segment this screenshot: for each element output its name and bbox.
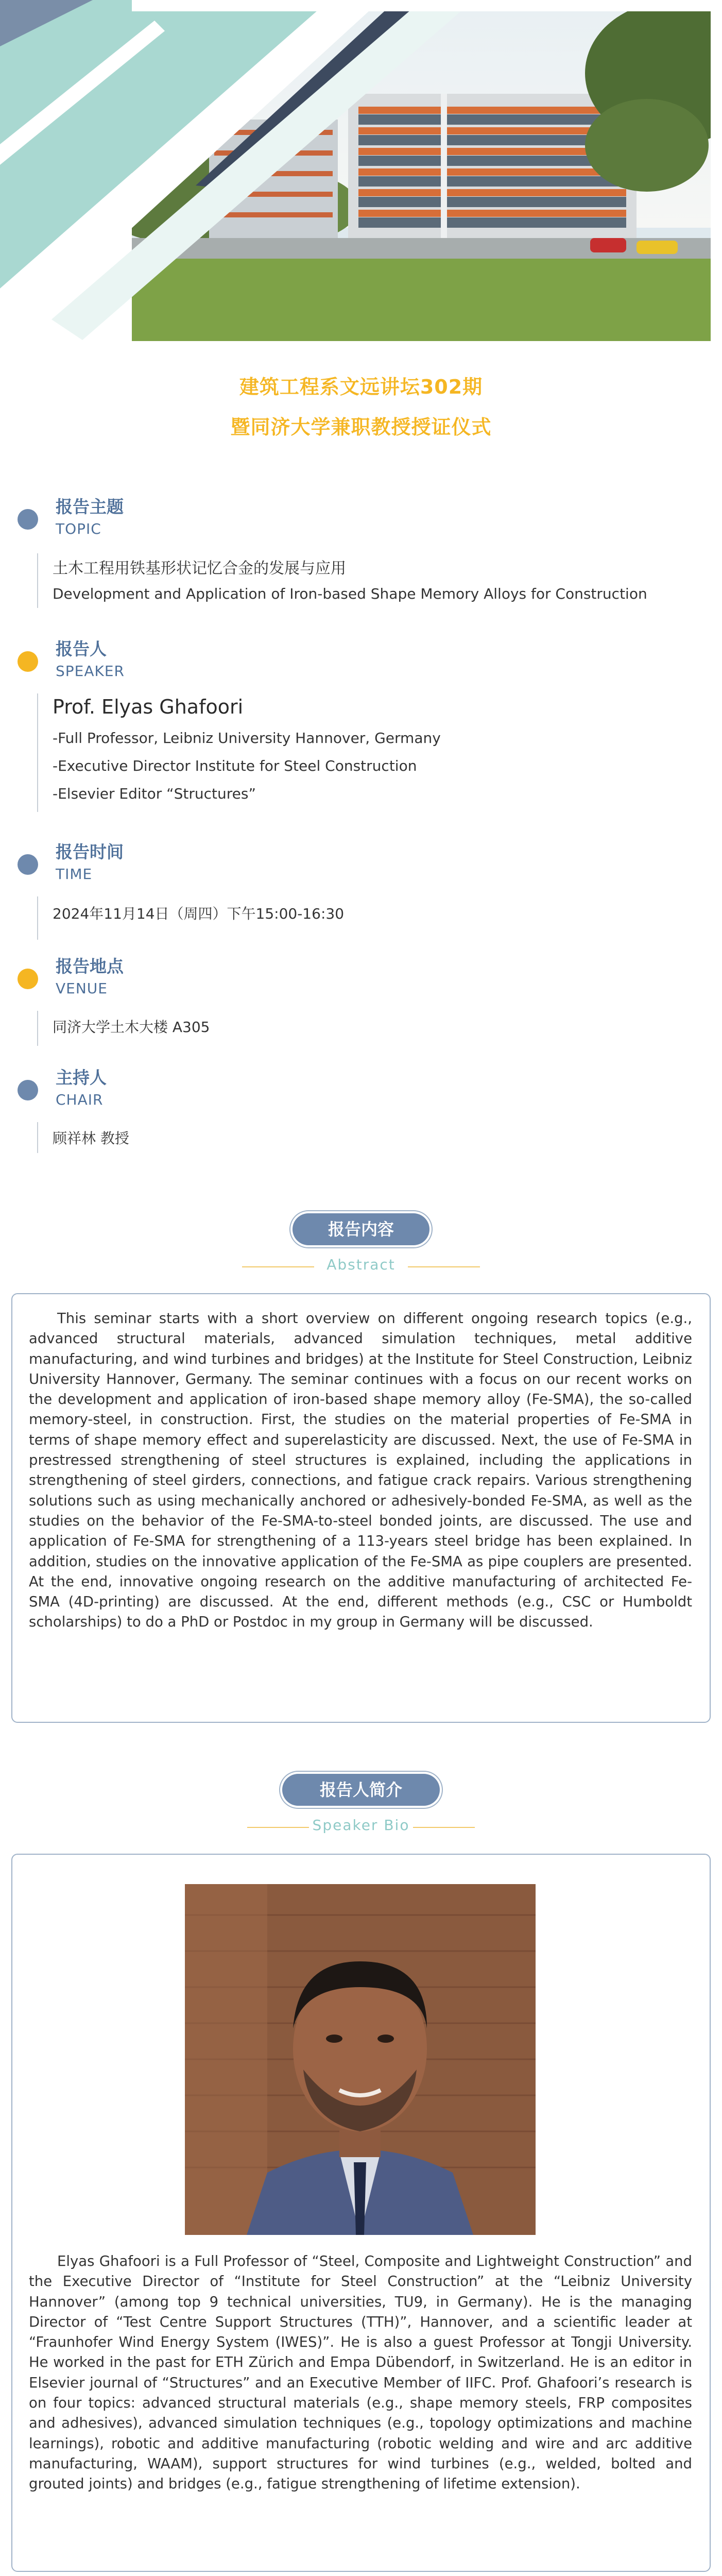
header-decoration — [0, 0, 722, 361]
venue-dot-icon — [18, 969, 38, 989]
venue-value: 同济大学土木大楼 A305 — [53, 1019, 210, 1036]
speaker-dot-icon — [18, 651, 38, 672]
speaker-role-3: -Elsevier Editor “Structures” — [53, 785, 256, 802]
venue-divider — [37, 1011, 38, 1046]
topic-label-cn: 报告主题 — [56, 497, 124, 517]
title-line-1: 建筑工程系文远讲坛302期 — [239, 376, 483, 398]
chair-label-cn: 主持人 — [56, 1067, 107, 1088]
topic-dot-icon — [18, 509, 38, 530]
bio-line-right — [413, 1827, 475, 1828]
chair-dot-icon — [18, 1080, 38, 1100]
bio-line-left — [247, 1827, 309, 1828]
abstract-subtitle: Abstract — [326, 1256, 396, 1273]
bio-tab: 报告人简介 — [282, 1774, 440, 1806]
time-divider — [37, 896, 38, 940]
topic-title-cn: 土木工程用铁基形状记忆合金的发展与应用 — [53, 560, 346, 578]
speaker-portrait — [185, 1884, 536, 2235]
time-label-cn: 报告时间 — [56, 842, 124, 862]
speaker-role-1: -Full Professor, Leibniz University Hannover, Germany — [53, 730, 441, 747]
time-value: 2024年11月14日（周四）下午15:00-16:30 — [53, 905, 345, 922]
title-line-2: 暨同济大学兼职教授授证仪式 — [230, 416, 492, 438]
time-label-en: TIME — [56, 866, 93, 883]
abstract-line-left — [242, 1266, 314, 1267]
chair-value: 顾祥林 教授 — [53, 1130, 129, 1147]
time-dot-icon — [18, 854, 38, 875]
venue-label-cn: 报告地点 — [56, 956, 124, 976]
speaker-label-en: SPEAKER — [56, 663, 125, 680]
bio-text: Elyas Ghafoori is a Full Professor of “Steel, Composite and Lightweight Construction” and the Executive Director of “Institute for Steel Construction” at the “Leibniz University Hannover” (among top 9 technical universities, TU9, in Germany). He is the managing Director of “Test Centre Support Structures (TTH)”, Hannover, and a scientific leader at “Fraunhofer Wind Energy System (IWES)”. He is also a guest Professor at Tongji University. He worked in the past for ETH Zürich and Empa Dübendorf, in Switzerland. He is an editor in Elsevier journal of “Structures” and an Executive Member of IIFC. Prof. Ghafoori’s research is on four topics: advanced structural materials (e.g., shape memory steels, FRP composites and adhesives), advanced simulation techniques (e.g., topology optimizations and machine learnings), robotic and additive manufacturing (robotic welding and wire and arc additive manufacturing, WAAM), support structures for wind turbines (e.g., welded, bolted and grouted joints) and bridges (e.g., fatigue strengthening of lifetime extension). — [29, 2253, 692, 2493]
speaker-role-2: -Executive Director Institute for Steel Construction — [53, 757, 417, 774]
chair-divider — [37, 1122, 38, 1153]
abstract-tab: 报告内容 — [293, 1213, 429, 1245]
topic-label-en: TOPIC — [56, 520, 101, 537]
chair-label-en: CHAIR — [56, 1091, 104, 1108]
speaker-name: Prof. Elyas Ghafoori — [53, 696, 244, 718]
topic-title-en: Development and Application of Iron-based Shape Memory Alloys for Construction — [53, 585, 647, 602]
venue-label-en: VENUE — [56, 980, 108, 997]
speaker-label-cn: 报告人 — [56, 639, 107, 659]
abstract-text: This seminar starts with a short overview on different ongoing research topics (e.g., advanced structural materials, advanced simulation techniques, metal additive manufacturing, and wind turbines and bridges) at the Institute for Steel Construction, Leibniz University Hannover, Germany. The seminar continues with a focus on our recent works on the development and application of iron-based shape memory alloy (Fe-SMA), the so-called memory-steel, in construction. First, the studies on the material properties of Fe-SMA in terms of shape memory effect and superelasticity are discussed. Next, the use of Fe-SMA in prestressed strengthening of steel structures is explained, including the applications in strengthening of steel girders, connections, and fatigue crack repairs. Various strengthening solutions such as using mechanically anchored or adhesively-bonded Fe-SMA, as well as the studies on the behavior of the Fe-SMA-to-steel bonded joints, are discussed. The use and application of Fe-SMA for strengthening of a 113-years steel bridge has been explained. In addition, studies on the innovative application of the Fe-SMA as pipe couplers are presented. At the end, innovative ongoing research on the additive manufacturing of architected Fe-SMA (4D-printing) are discussed. At the end, different methods (e.g., CSC or Humboldt scholarships) to do a PhD or Postdoc in my group in Germany will be discussed. — [29, 1310, 692, 1631]
topic-divider — [37, 553, 38, 608]
event-title — [0, 367, 722, 447]
bio-subtitle: Speaker Bio — [312, 1817, 410, 1834]
speaker-divider — [37, 693, 38, 812]
abstract-line-right — [408, 1266, 480, 1267]
